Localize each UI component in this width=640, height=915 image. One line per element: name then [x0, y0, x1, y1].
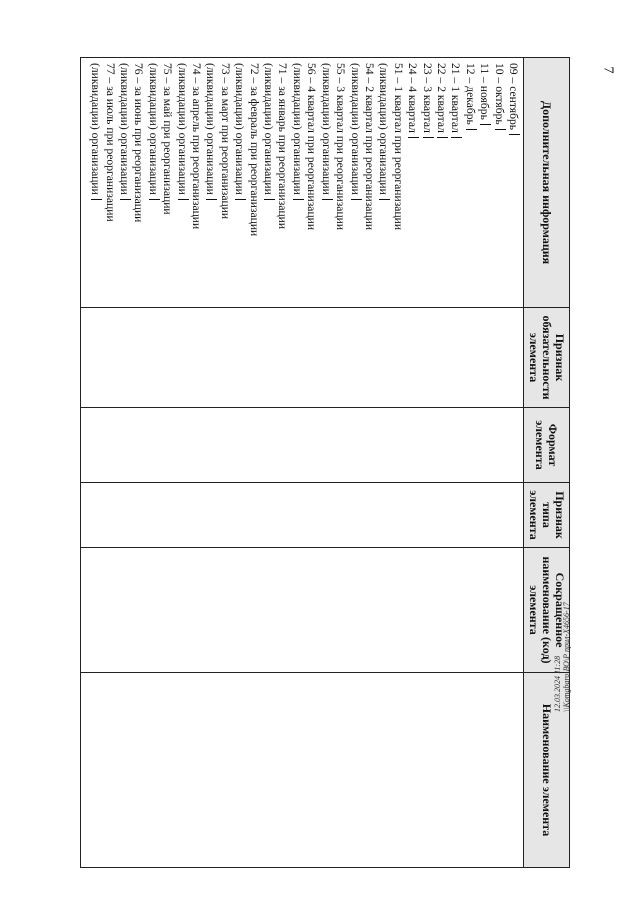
info-line: 23 – 3 квартал [419, 63, 433, 302]
rotated-table-content [80, 57, 570, 867]
info-line: (ликвидации) организации [88, 63, 102, 302]
info-line: (ликвидации) организации [376, 63, 390, 302]
rotated-table-wrapper [80, 57, 570, 867]
info-line: 11 – ноябрь [477, 63, 491, 302]
footer-stamp [553, 602, 571, 712]
table-header-row [524, 58, 570, 868]
short-name-cell [81, 548, 524, 673]
format-table [80, 57, 570, 868]
type-flag-cell [81, 483, 524, 548]
info-line: 12 – декабрь [462, 63, 476, 302]
info-line: (ликвидации) организации [145, 63, 159, 302]
info-line: 72 – за февраль при реорганизации [247, 63, 261, 237]
header-element-name: Наименование элемента [524, 673, 570, 868]
header-type-flag: Признак типа элемента [524, 483, 570, 548]
info-line: 22 – 2 квартал [434, 63, 448, 302]
info-line: 09 – сентябрь [506, 63, 520, 302]
required-flag-cell [81, 308, 524, 408]
info-line: (ликвидации) организации [117, 63, 131, 302]
header-format: Формат элемента [524, 408, 570, 483]
info-line: 10 – октябрь [491, 63, 505, 302]
info-line: 56 – 4 квартал при реорганизации [305, 63, 319, 231]
footer-timestamp: 12.03.2024 11:28 [553, 655, 562, 712]
info-line: 74 – за апрель при реорганизации [190, 63, 204, 230]
info-line: 71 – за январь при реорганизации [276, 63, 290, 230]
info-line: (ликвидации) организации [232, 63, 246, 302]
info-line: 51 – 1 квартал при реорганизации [391, 63, 405, 231]
header-required-flag: Признак обязательности элемента [524, 308, 570, 408]
header-additional-info: Дополнительная информация [524, 58, 570, 308]
info-line: 76 – за июнь при реорганизации [132, 63, 146, 223]
page-number: 7 [600, 66, 616, 74]
info-line: 75 – за май при реорганизации [161, 63, 175, 215]
format-cell [81, 408, 524, 483]
additional-info-cell [81, 58, 524, 308]
info-line: 54 – 2 квартал при реорганизации [362, 63, 376, 231]
info-line: (ликвидации) организации [203, 63, 217, 302]
info-line: 21 – 1 квартал [448, 63, 462, 302]
info-line: (ликвидации) организации [318, 63, 332, 302]
info-line: 77 – за июль при реорганизации [103, 63, 117, 222]
info-line: (ликвидации) организации [347, 63, 361, 302]
info-line: 73 – за март при реорганизации [218, 63, 232, 220]
info-line: (ликвидации) организации [174, 63, 188, 302]
table-row [81, 58, 524, 868]
header-short-name: Сокращенное наименование (код) элемента [524, 548, 570, 673]
footer-path: \\Komgbaro\ВО\Р прил-Х4656-17 [562, 602, 571, 712]
element-name-cell [81, 673, 524, 868]
info-line: 55 – 3 квартал при реорганизации [334, 63, 348, 231]
info-line: (ликвидации) организации [290, 63, 304, 302]
info-line: (ликвидации) организации [261, 63, 275, 302]
info-line: 24 – 4 квартал [405, 63, 419, 302]
